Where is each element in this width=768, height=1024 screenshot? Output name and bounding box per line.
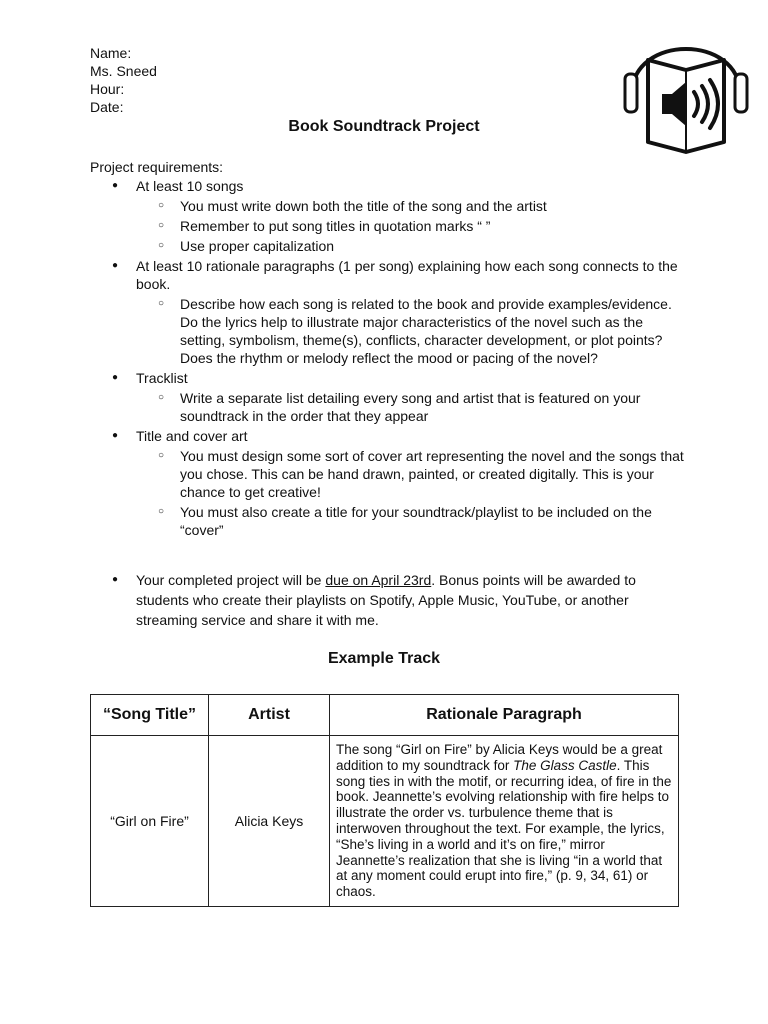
- requirement-rationale: At least 10 rationale paragraphs (1 per song) explaining how each song connects to the book.: [136, 258, 678, 292]
- requirement-songs: At least 10 songs: [136, 178, 244, 194]
- requirement-tracklist: Tracklist: [136, 370, 188, 386]
- example-track-title: Example Track: [327, 650, 441, 667]
- header-song-title: “Song Title”: [91, 695, 209, 736]
- date-label: Date:: [90, 99, 124, 115]
- requirements-label: Project requirements:: [90, 159, 224, 175]
- page-title: Book Soundtrack Project: [288, 118, 480, 135]
- bullet-icon: ●: [112, 574, 119, 585]
- list-item: ○ You must design some sort of cover art representing the novel and the songs that you chose. This can be hand drawn, painted, or created digitally. This is your chance to get creative!: [136, 447, 690, 501]
- due-date: due on April 23rd: [325, 572, 432, 588]
- due-text-before: Your completed project will be: [136, 572, 326, 588]
- list-item: ○ Remember to put song titles in quotation marks “ ”: [136, 217, 690, 235]
- requirements-list: [90, 177, 690, 541]
- cell-song: “Girl on Fire”: [91, 736, 209, 907]
- table-row: [91, 736, 679, 907]
- teacher-name: Ms. Sneed: [90, 63, 157, 79]
- cell-rationale: [330, 736, 679, 907]
- header-artist: Artist: [209, 695, 330, 736]
- name-label: Name:: [90, 45, 132, 61]
- rationale-before: The song “Girl on Fire” by Alicia Keys would be a great addition to my soundtrack for: [336, 742, 663, 773]
- cell-artist: Alicia Keys: [209, 736, 330, 907]
- rationale-book-title: The Glass Castle: [513, 757, 617, 773]
- rationale-after: . This song ties in with the motif, or recurring idea, of fire in the book. Jeannette’s evolving relationship with fire helps to illustrate the order vs. turbulence theme that is interwoven throughout the text. For example, the lyrics, “She’s living in a world and it’s on fire,” mirror Jeannette’s realization that she is living “in a world that at any moment could erupt into fire,” (p. 9, 34, 61) or chaos.: [336, 757, 672, 900]
- list-item: ○ You must also create a title for your soundtrack/playlist to be included on the “cover”: [136, 503, 690, 539]
- list-item: ○ Describe how each song is related to the book and provide examples/evidence. Do the lyrics help to illustrate major characteristics of the novel such as the setting, symbolism, theme(s), conflicts, character development, or plot points? Does the rhythm or melody reflect the mood or pacing of the novel?: [136, 295, 690, 367]
- due-text-after: . Bonus points will be awarded to students who create their playlists on Spotify, Apple Music, YouTube, or another streaming service and share it with me.: [136, 572, 636, 628]
- list-item: ○ You must write down both the title of the song and the artist: [136, 197, 690, 215]
- list-item: ○ Use proper capitalization: [136, 237, 690, 255]
- hour-label: Hour:: [90, 81, 125, 97]
- list-item: [90, 177, 690, 255]
- list-item: ○ Write a separate list detailing every song and artist that is featured on your soundtrack in the order that they appear: [136, 389, 690, 425]
- requirement-cover-art: Title and cover art: [136, 428, 248, 444]
- header-rationale: Rationale Paragraph: [330, 695, 679, 736]
- list-item: [90, 369, 690, 425]
- list-item: [90, 257, 690, 367]
- list-item: [90, 427, 690, 539]
- due-date-note: [90, 570, 690, 630]
- student-header: [90, 44, 157, 116]
- example-track-table: [90, 694, 679, 907]
